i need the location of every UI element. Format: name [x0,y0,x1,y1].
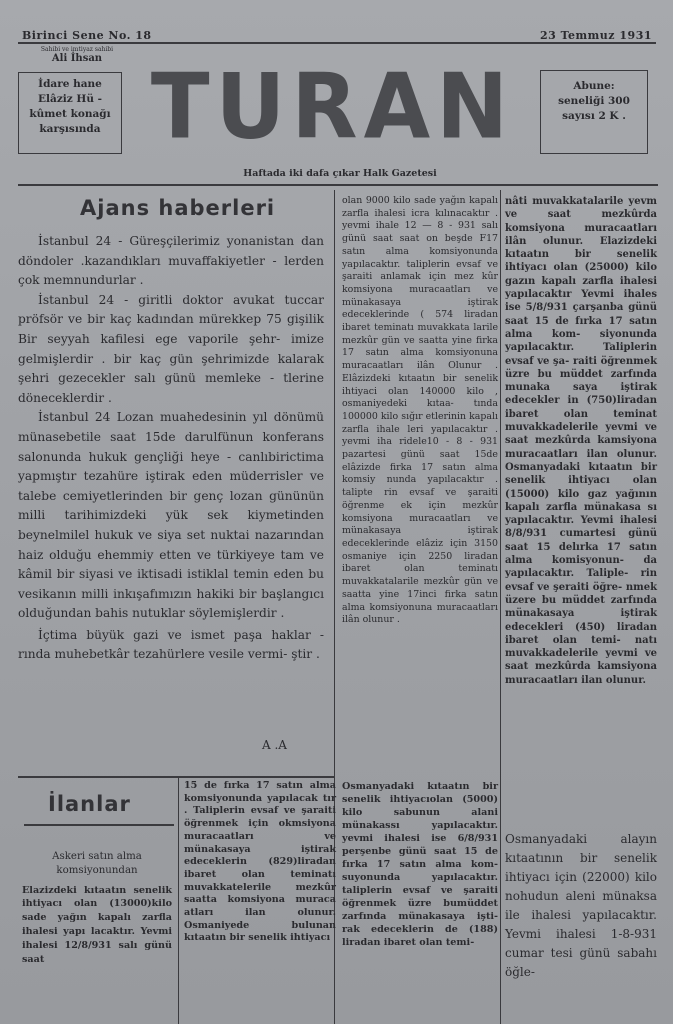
masthead-rule [18,184,658,186]
notice-column-3: nâti muvakkatalarile yevm ve saat mezkûrda komsiyona muracaatları ilân olunur. Elazizdeki kıtaatın bir senelik ihtiyacı olan (25000) kilo gazın kapalı zarfla ihalesi yapılacaktır Yevmi ihales ise 5/8/931 çarşanba günü saat 15 de fırka 17 satın alma kom- siyonunda yapılacaktır. Taliplerin evsaf ve şa- raiti öğrenmek üzre bu müddet zarfında munaka saya iştirak edecekler in (750)liradan ibaret olan teminat muvakkadelerile yevmi ve saat mezkûrda kamsiyona muracaatları ilan olunur. Osmanyadaki kıtaatın bir senelik ihtiyacı olan (15000) kilo gaz yağının kapalı zarfla münakasa sı yapılacaktır. Yevmi ihalesi 8/8/931 cumartesi günü saat 15 delırka 17 satın alma komisyonun- da yapılacaktır. Taliple- rin evsaf ve şeraiti öğre- nmek üzere bu müddet zarfında münakasaya iştirak edecekleri (450) liradan ibaret olan temi- natı muvakkadelerile yevmi ve saat mezkûrda kamsiyona muracaatları ilan olunur. [505,196,657,686]
ilanlar-heading: İlanlar [48,792,131,816]
notice-column-7: Osmanyadaki alayın kıtaatının bir senelik ihtiyacı için (22000) kilo nohudun aleni münaksa ile ihalesi yapılacaktır. Yevmi ihalesi 1-8-931 cumar tesi günü sabahı öğle- [505,832,657,979]
abone-line: sayısı 2 K . [562,110,626,122]
abone-line: seneliği 300 [558,95,630,107]
ajans-heading: Ajans haberleri [80,196,276,220]
idare-box [18,72,122,154]
column-divider [178,778,179,1024]
article-paragraph: İçtima büyük gazi ve ismet paşa haklar - rında muhebetkâr tezahürlere vesile vermi- ştir . [18,627,324,662]
idare-line: İdare hane [38,78,102,90]
masthead-title: TURAN [150,54,515,160]
article-paragraph: İstanbul 24 - giritli doktor avukat tuccar pröfsör ve bir kaç kadından mürekkep 75 gişilik Bir seyyah kafilesi ege vaporile şehr- imize gelmişlerdir . bir kaç gün şehrimizde kalarak şehri gezecekler salı günü memleke - tlerine döneceklerdir . [18,292,324,405]
tagline: Haftada iki dafa çıkar Halk Gazetesi [243,168,437,179]
notice-column-2: olan 9000 kilo sade yağın kapalı zarfla ihalesi icra kılınacaktır . yevmi ihale 12 — 8 - 931 salı günü saat saat on beşde F17 satın alma komsiyonunda yapılacaktır. taliplerin evsaf ve şaraiti anlamak için mez kûr komsiyona muracaatları ve münakasaya iştirak edeceklerinde ( 574 liradan ibaret teminatı muvakkata larile mezkûr gün ve saatta yine firka 17 satın alma komsiyonuna muracaatları ilân Olunur . Elâzizdeki kıtaatın bir senelik ihtiyaci olan 140000 kilo , osmaniyedeki kıtaa- tında 100000 kilo sığır etlerinin kapalı zarfla ihale leri yapılacaktır . yevmi iha ridele10 - 8 - 931 pazartesi günü saat 15de elâzizde firka 17 satın alma komsiy nunda yapılacaktır . talipte rin evsaf ve şaraiti öğrenme ek için mezkûr komsiyona muracaatları ve münakasaya iştirak edeceklerinde elâziz için 3150 osmaniye için 2250 liradan ibaret olan teminatı muvakkatalarile mezkûr gün ve saatta yine 17inci firka satın alma komsiyonuna muracaatları ilân olunur . [342,195,498,626]
column-divider [500,190,501,1024]
ilanlar-column [22,850,172,966]
header-rule [18,42,656,44]
section-rule [18,776,335,778]
ajans-article [18,232,324,665]
notice-column-4: 15 de fırka 17 satın alma komsiyonunda yapılacak tır . Taliplerin evsaf ve şaraiti öğrenmek için okmsiyona muracaatları ve münakasaya iştirak edeceklerin (829)liradan ibaret olan teminatı muvakkatelerile mezkûr saatta komsiyona muraca atları ilan olunur. Osmaniyede bulunan kıtaatın bir senelik ihtiyacı [184,780,336,944]
issue-date: 23 Temmuz 1931 [539,29,652,42]
idare-line: kûmet konağı [29,108,111,120]
ilanlar-rule [24,824,174,826]
owner-caption: Sahibi ve imtiyaz sahibi [40,46,114,53]
abone-box [540,70,648,154]
notice-column-6: Osmanyadaki kıtaatın bir senelik ihtiyacıolan (5000) kilo sabunun alani münakassı yapılacaktır. yevmi ihalesi ise 6/8/931 perşenbe günü saat 15 de fırka 17 satın alma kom- suyonunda yapılacaktır. taliplerin evsaf ve şaraiti öğrenmek üzre bumüddet zarfında münakasaya işti- rak edeceklerin de (188) liradan ibaret olan temi- [342,781,498,948]
ilanlar-subtitle: Askeri satın alma komsiyonundan [52,851,142,876]
article-paragraph: İstanbul 24 Lozan muahedesinin yıl dönümü münasebetile saat 15de darulfünun konferans salonunda hukuk gençliği heye - canlıbirictima yapmıştır tezahüre iştirak eden müderrisler ve talebe cemiyetlerinden bir genç lozan gününün milli tarihimizdeki yük sek kiymetinden beynelmilel hukuk ve siya set nuktai nazarından haiz olduğu ehemmiy etten ve türkiyeye tam ve kâmil bir siyasi ve iktisadi istiklal temin eden bu vesikanın milli inkışafımızın hakiki bir başlangıcı olduğundan bahis nutuklar söylemişlerdir . [18,410,324,621]
ilanlar-text: Elazizdeki kıtaatın senelik ihtiyacı olan (13000)kilo sade yağın kapalı zarfla ihalesi yapı lacaktır. Yevmi ihalesi 12/8/931 salı günü saat [22,884,172,965]
idare-line: Elâziz Hü - [38,93,102,105]
owner-block [22,46,132,64]
issue-number: Birinci Sene No. 18 [22,29,152,42]
idare-line: karşısında [39,123,101,135]
article-signature: A .A [262,738,287,752]
article-paragraph: İstanbul 24 - Güreşçilerimiz yonanistan dan döndoler .kazandıkları muvaffakiyetler - lerden çok memnundurlar . [18,234,324,288]
abone-line: Abune: [573,80,615,92]
owner-name: Ali İhsan [51,53,103,64]
